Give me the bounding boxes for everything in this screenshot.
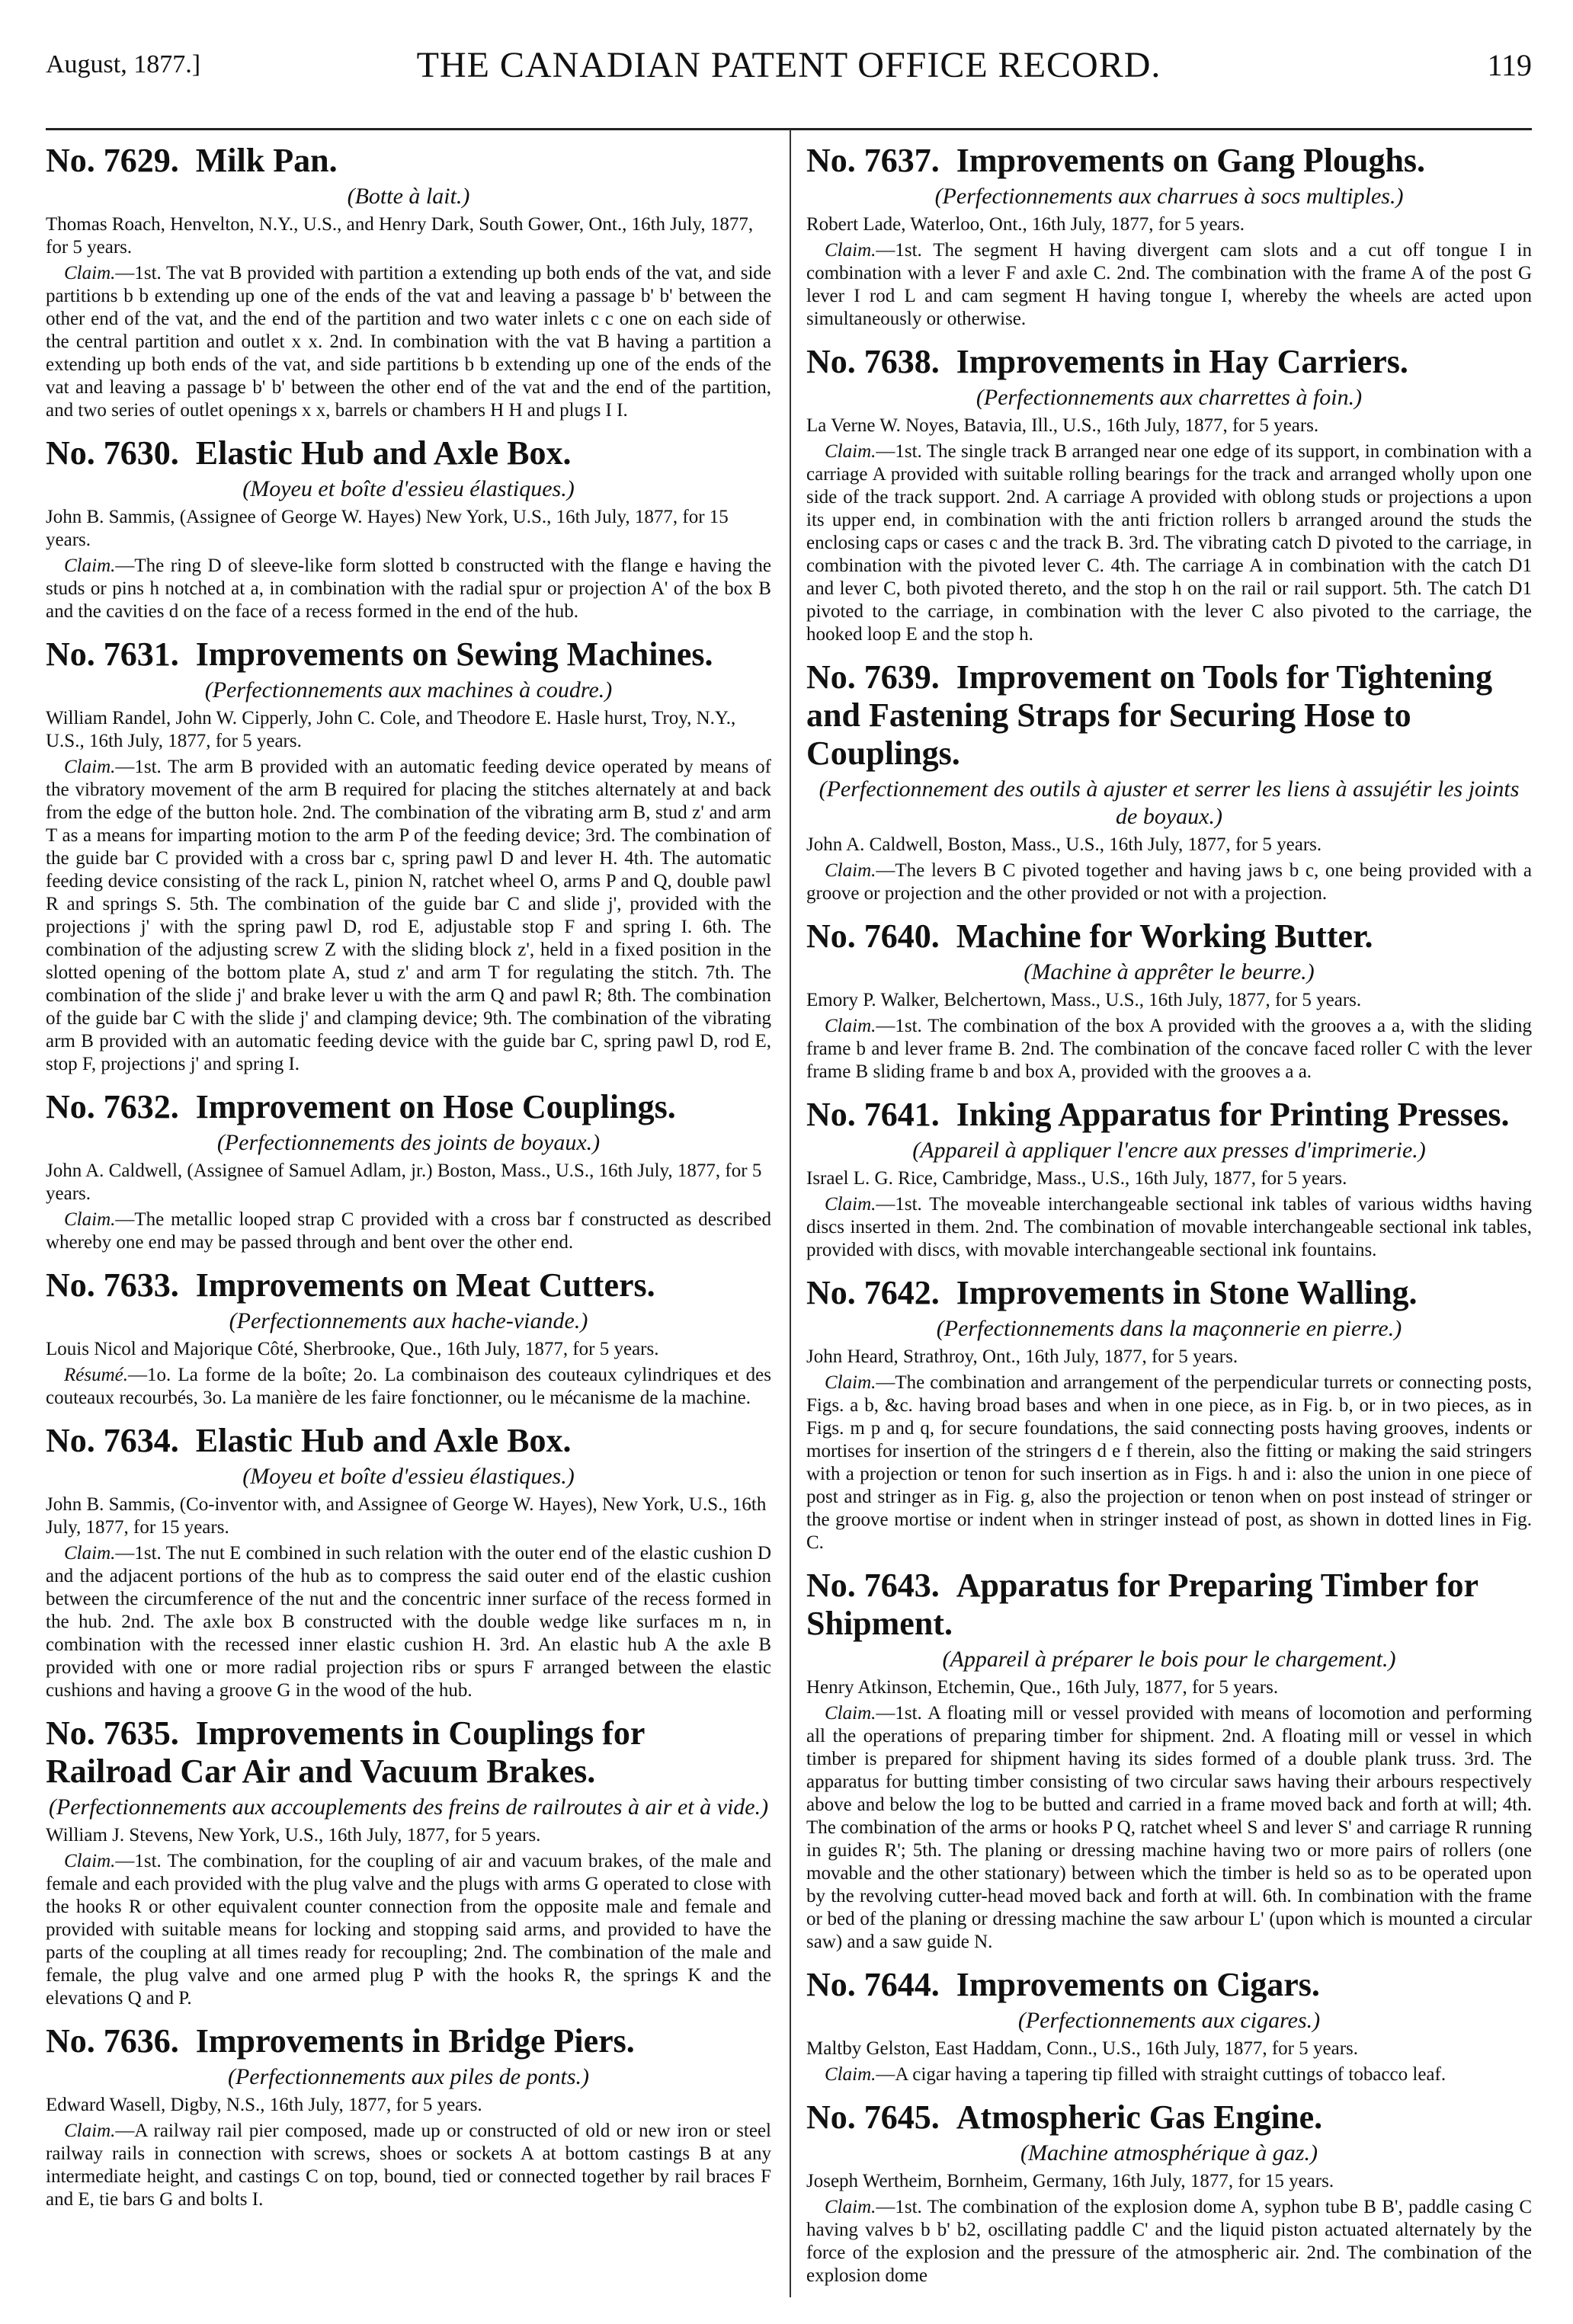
claim-text: —1st. The segment H having divergent cam slots and a cut off tongue I in combination with a lever F and axle C. 2nd. The combination with the frame A of the post G lever I rod L and cam segment H having tongue I, whereby the wheels are acted upon simultaneously or otherwise.: [806, 240, 1532, 329]
patent-french-title: (Perfectionnements aux charrues à socs multiples.): [934, 184, 1404, 209]
patent-number: No. 7643.: [806, 1567, 940, 1604]
patent-number: No. 7644.: [806, 1966, 940, 2003]
patent-french-title: (Perfectionnements aux hache-viande.): [229, 1308, 588, 1333]
patent-heading: [46, 635, 771, 674]
patent-heading: [806, 1567, 1532, 1643]
patent-inventors: William J. Stevens, New York, U.S., 16th July, 1877, for 5 years.: [46, 1825, 541, 1845]
patent-heading: [806, 1966, 1532, 2004]
claim-text: —1st. The single track B arranged near one edge of its support, in combination with a carriage A provided with suitable rolling bearings for the track and arranged wholly upon one side of the track support. 2nd. A carriage A provided with oblong studs or projections a upon its upper end, in combination with the anti friction rollers b arranged around the studs the enclosing caps or cases c and the track B. 3rd. The vibrating catch D pivoted to the carriage, in combination with the pivoted lever C. 4th. The carriage A in combination with the catch D1 and lever C, both pivoted thereto, and the stop h on the rail or rail support. 5th. The catch D1 pivoted to the carriage, in combination with the lever C also pivoted to the carriage, the hooked loop E and the stop h.: [806, 441, 1532, 645]
patent-entry: [46, 1714, 771, 2010]
patent-french-title: (Appareil à préparer le bois pour le chargement.): [942, 1647, 1396, 1672]
patent-entry: [806, 1966, 1532, 2086]
patent-title: Improvement on Tools for Tightening and Fastening Straps for Securing Hose to Couplings.: [806, 658, 1493, 772]
patent-heading: [806, 917, 1532, 956]
patent-title: Apparatus for Preparing Timber for Shipment.: [806, 1567, 1478, 1642]
patent-french-title: (Moyeu et boîte d'essieu élastiques.): [242, 1464, 575, 1489]
patent-claim: [806, 440, 1532, 646]
patent-number: No. 7629.: [46, 142, 179, 179]
patent-heading: [806, 2098, 1532, 2137]
patent-french-title: (Perfectionnements aux accouplements des freins de railroutes à air et à vide.): [48, 1794, 769, 1820]
patent-inventors: John B. Sammis, (Assignee of George W. Hayes) New York, U.S., 16th July, 1877, for 15 years.: [46, 507, 729, 550]
patent-inventors: William Randel, John W. Cipperly, John C. Cole, and Theodore E. Hasle hurst, Troy, N.Y., U.S., 16th July, 1877, for 5 years.: [46, 708, 736, 751]
patent-entry: [46, 635, 771, 1076]
claim-text: —The combination and arrangement of the perpendicular turrets or connecting posts, Figs. a b, &c. having broad bases and when in one piece, as in Fig. b, or in two pieces, as in Figs. m p and q, for secure foundations, the said connecting posts having grooves, indents or mortises for insertion of the stringers d e f therein, also the fitting or making the said stringers with a projection or tenon for such insertion as in Figs. h and i: also the union in one piece of post and stringer as in Fig. g, also the projection or tenon when on post instead of stringer or the groove mortise or indent when in stringer instead of post, as shown in dotted lines in Fig. C.: [806, 1372, 1532, 1553]
patent-number: No. 7630.: [46, 434, 179, 472]
patent-claim: [806, 2196, 1532, 2287]
patent-entry: [46, 2022, 771, 2211]
patent-heading: [806, 658, 1532, 773]
patent-claim: [46, 1542, 771, 1702]
patent-french-title: (Perfectionnements aux cigares.): [1017, 2008, 1321, 2033]
patent-title: Improvement on Hose Couplings.: [195, 1088, 676, 1125]
claim-label: Claim.: [825, 1194, 876, 1215]
patent-entry: [46, 1266, 771, 1410]
patent-claim: [806, 1702, 1532, 1954]
claim-text: —1st. The combination of the explosion dome A, syphon tube B B', paddle casing C having valves b b' b2, oscillating paddle C' and the liquid piston actuated alternately by the force of the explosion and the pressure of the atmospheric air. 2nd. The combination of the explosion dome: [806, 2197, 1532, 2286]
claim-label: Claim.: [64, 757, 116, 777]
patent-title: Improvements on Gang Ploughs.: [956, 142, 1426, 179]
patent-number: No. 7634.: [46, 1422, 179, 1459]
patent-heading: [806, 142, 1532, 180]
patent-title: Improvements on Sewing Machines.: [195, 635, 713, 673]
claim-label: Claim.: [825, 2197, 876, 2217]
claim-label: Claim.: [64, 555, 116, 576]
patent-inventors: Robert Lade, Waterloo, Ont., 16th July, 1877, for 5 years.: [806, 214, 1245, 235]
claim-label: Claim.: [825, 441, 876, 462]
patent-inventors: John B. Sammis, (Co-inventor with, and Assignee of George W. Hayes), New York, U.S., 16th July, 1877, for 15 years.: [46, 1494, 767, 1538]
patent-inventors: Edward Wasell, Digby, N.S., 16th July, 1877, for 5 years.: [46, 2095, 482, 2115]
claim-label: Claim.: [825, 1372, 876, 1393]
claim-text: —The ring D of sleeve-like form slotted b constructed with the flange e having the studs or pins h notched at a, in combination with the radial spur or projection A' of the box B and the cavities d on the face of a recess formed in the end of the hub.: [46, 555, 771, 622]
claim-text: —1st. A floating mill or vessel provided with means of locomotion and performing all the operations of preparing timber for shipment. 2nd. A floating mill or vessel in which timber is prepared for shipment having its sides formed of a double plank truss. 3rd. The apparatus for butting timber consisting of two circular saws having their arbours respectively above and below the log to be butted and carried in a frame moved back and forth at will; 4th. The combination of the arms or hooks P Q, ratchet wheel S and lever S' and carriage R running in guides R'; 5th. The planing or dressing machine having two or more pairs of rollers (one movable and the other stationary) between which the timber is held so as to be operated upon by the revolving cutter-head moved back and forth at will. 6th. In combination with the frame or bed of the planing or dressing machine the saw arbour L' (upon which is mounted a circular saw) and a saw guide N.: [806, 1703, 1532, 1952]
patent-number: No. 7635.: [46, 1714, 179, 1752]
patent-french-title: (Perfectionnements des joints de boyaux.): [216, 1130, 601, 1155]
patent-entry: [806, 1096, 1532, 1262]
patent-french-title: (Botte à lait.): [347, 184, 470, 209]
claim-text: —1st. The combination, for the coupling of air and vacuum brakes, of the male and female and each provided with the plug valve and the plugs with arms G operated to close with the hooks R or other equivalent counter connection from the opposite male and female and provided with suitable means for locking and stopping said arms, and provided to have the parts of the coupling at all times ready for recoupling; 2nd. The combination of the male and female, the plug valve and one armed plug P with the hooks R, the springs K and the elevations Q and P.: [46, 1851, 771, 2009]
patent-heading: [806, 343, 1532, 381]
claim-label: Claim.: [64, 1851, 116, 1871]
claim-label: Claim.: [64, 2121, 116, 2141]
claim-label: Claim.: [64, 1543, 116, 1564]
patent-title: Milk Pan.: [195, 142, 338, 179]
patent-entry: [46, 142, 771, 422]
patent-claim: [806, 859, 1532, 905]
claim-text: —1st. The vat B provided with partition a extending up both ends of the vat, and side partitions b b extending up one of the ends of the vat and leaving a passage b' b' between the other end of the vat, and the end of the partition and two water inlets c c one on each side of the central partition and outlet x x. 2nd. In combination with the vat B having a partition a extending up both ends of the vat, and side partitions b b extending up one of the ends of the vat and leaving a passage b' b' between the other end of the vat and the end of the partition, and two series of outlet openings x x, barrels or chambers H H and plugs I I.: [46, 263, 771, 421]
patent-entry: [806, 658, 1532, 905]
claim-text: —A railway rail pier composed, made up or constructed of old or new iron or steel railway rails in connection with screws, shoes or sockets A at bottom castings B at any intermediate height, and castings C on top, bound, tied or connected together by rail braces F and E, tie bars G and bolts I.: [46, 2121, 771, 2210]
claim-label: Claim.: [64, 1209, 116, 1230]
patent-french-title: (Perfectionnements aux piles de ponts.): [227, 2064, 590, 2089]
patent-heading: [46, 2022, 771, 2060]
patent-number: No. 7641.: [806, 1096, 940, 1133]
right-column: [806, 137, 1532, 2297]
patent-entry: [806, 142, 1532, 331]
patent-title: Improvements in Hay Carriers.: [956, 343, 1408, 380]
patent-entry: [46, 1422, 771, 1702]
claim-label: Claim.: [825, 2064, 876, 2085]
claim-label: Claim.: [825, 1703, 876, 1724]
claim-label: Claim.: [64, 263, 116, 283]
patent-number: No. 7639.: [806, 658, 940, 696]
patent-inventors: Henry Atkinson, Etchemin, Que., 16th July, 1877, for 5 years.: [806, 1677, 1279, 1698]
patent-title: Machine for Working Butter.: [956, 917, 1373, 955]
patent-claim: [806, 1372, 1532, 1554]
claim-text: —The levers B C pivoted together and having jaws b c, one being provided with a groove or projection and the other provided or not with a projection.: [806, 860, 1532, 904]
claim-text: —1st. The moveable interchangeable sectional ink tables of various widths having discs inserted in them. 2nd. The combination of movable interchangeable sectional ink tables, provided with discs, with movable interchangeable sectional ink fountains.: [806, 1194, 1532, 1260]
claim-label: Résumé.: [64, 1365, 128, 1385]
patent-number: No. 7642.: [806, 1274, 940, 1311]
patent-number: No. 7640.: [806, 917, 940, 955]
patent-number: No. 7637.: [806, 142, 940, 179]
header-rule: [46, 128, 1532, 130]
claim-label: Claim.: [825, 1016, 876, 1036]
patent-claim: [46, 1208, 771, 1254]
patent-heading: [806, 1096, 1532, 1134]
patent-claim: [46, 1850, 771, 2010]
page-header: [46, 44, 1532, 90]
patent-french-title: (Perfectionnements dans la maçonnerie en pierre.): [936, 1316, 1402, 1341]
patent-french-title: (Moyeu et boîte d'essieu élastiques.): [242, 476, 575, 501]
patent-number: No. 7645.: [806, 2098, 940, 2136]
claim-text: —1st. The nut E combined in such relation with the outer end of the elastic cushion D and the adjacent portions of the hub as to compress the said outer end of the elastic cushion between the circumference of the nut and the concentric inner surface of the recess formed in the hub. 2nd. The axle box B constructed with the double wedge like surfaces m n, in combination with the recessed inner elastic cushion H. 3rd. An elastic hub A the axle B provided with one or more radial projection ribs or spurs F arranged between the elastic cushions and having a groove G in the wood of the hub.: [46, 1543, 771, 1701]
patent-entry: [806, 2098, 1532, 2287]
patent-entry: [806, 1567, 1532, 1954]
patent-entry: [806, 343, 1532, 646]
patent-title: Elastic Hub and Axle Box.: [195, 1422, 572, 1459]
patent-entry: [806, 917, 1532, 1084]
patent-claim: [806, 1015, 1532, 1084]
journal-title: THE CANADIAN PATENT OFFICE RECORD.: [416, 45, 1161, 85]
claim-text: —The metallic looped strap C provided with a cross bar f constructed as described whereby one end may be passed through and bent over the other end.: [46, 1209, 771, 1253]
patent-number: No. 7633.: [46, 1266, 179, 1304]
left-column: [46, 137, 771, 2297]
patent-title: Improvements in Stone Walling.: [956, 1274, 1418, 1311]
patent-heading: [806, 1274, 1532, 1312]
claim-text: —1o. La forme de la boîte; 2o. La combinaison des couteaux cylindriques et des couteaux recourbés, 3o. La manière de les faire fonctionner, ou le mécanisme de la machine.: [46, 1365, 771, 1408]
claim-label: Claim.: [825, 860, 876, 881]
issue-date: August, 1877.]: [46, 50, 201, 78]
patent-inventors: Louis Nicol and Majorique Côté, Sherbrooke, Que., 16th July, 1877, for 5 years.: [46, 1339, 659, 1359]
patent-heading: [46, 1088, 771, 1126]
patent-title: Elastic Hub and Axle Box.: [195, 434, 572, 472]
patent-claim: [806, 2063, 1532, 2086]
patent-french-title: (Appareil à appliquer l'encre aux presses d'imprimerie.): [912, 1138, 1426, 1163]
claim-text: —A cigar having a tapering tip filled with straight cuttings of tobacco leaf.: [876, 2064, 1446, 2085]
patent-number: No. 7636.: [46, 2022, 179, 2060]
patent-title: Improvements in Bridge Piers.: [195, 2022, 635, 2060]
patent-inventors: La Verne W. Noyes, Batavia, Ill., U.S., 16th July, 1877, for 5 years.: [806, 415, 1319, 436]
patent-inventors: John Heard, Strathroy, Ont., 16th July, 1877, for 5 years.: [806, 1346, 1238, 1367]
patent-inventors: Thomas Roach, Henvelton, N.Y., U.S., and Henry Dark, South Gower, Ont., 16th July, 1877, for 5 years.: [46, 214, 754, 258]
patent-heading: [46, 1422, 771, 1460]
patent-title: Inking Apparatus for Printing Presses.: [956, 1096, 1510, 1133]
patent-number: No. 7631.: [46, 635, 179, 673]
patent-heading: [46, 1714, 771, 1791]
patent-french-title: (Perfectionnement des outils à ajuster et serrer les liens à assujétir les joints de boyaux.): [819, 776, 1520, 829]
patent-title: Atmospheric Gas Engine.: [956, 2098, 1323, 2136]
patent-claim: [46, 555, 771, 623]
patent-claim: [46, 2120, 771, 2211]
patent-entry: [46, 1088, 771, 1254]
patent-inventors: Maltby Gelston, East Haddam, Conn., U.S., 16th July, 1877, for 5 years.: [806, 2038, 1358, 2059]
patent-claim: [46, 262, 771, 422]
patent-claim: [46, 1364, 771, 1410]
patent-inventors: Joseph Wertheim, Bornheim, Germany, 16th July, 1877, for 15 years.: [806, 2171, 1334, 2191]
patent-claim: [46, 756, 771, 1076]
patent-title: Improvements in Couplings for Railroad Car Air and Vacuum Brakes.: [46, 1714, 645, 1790]
patent-inventors: John A. Caldwell, Boston, Mass., U.S., 16th July, 1877, for 5 years.: [806, 834, 1322, 855]
patent-claim: [806, 1193, 1532, 1262]
column-divider: [790, 130, 791, 2297]
patent-entry: [806, 1274, 1532, 1554]
patent-french-title: (Machine à apprêter le beurre.): [1024, 959, 1315, 984]
patent-french-title: (Perfectionnements aux charrettes à foin.): [976, 385, 1363, 410]
patent-entry: [46, 434, 771, 623]
patent-number: No. 7638.: [806, 343, 940, 380]
patent-heading: [46, 1266, 771, 1304]
patent-title: Improvements on Meat Cutters.: [195, 1266, 655, 1304]
patent-french-title: (Perfectionnements aux machines à coudre.): [204, 677, 613, 703]
patent-claim: [806, 239, 1532, 331]
patent-heading: [46, 434, 771, 472]
claim-label: Claim.: [825, 240, 876, 261]
patent-heading: [46, 142, 771, 180]
patent-number: No. 7632.: [46, 1088, 179, 1125]
patent-inventors: Israel L. G. Rice, Cambridge, Mass., U.S., 16th July, 1877, for 5 years.: [806, 1168, 1347, 1189]
claim-text: —1st. The combination of the box A provided with the grooves a a, with the sliding frame b and lever frame B. 2nd. The combination of the concave faced roller C with the lever frame B sliding frame b and box A, provided with the grooves a a.: [806, 1016, 1532, 1082]
page-number: 119: [1487, 48, 1532, 82]
patent-inventors: John A. Caldwell, (Assignee of Samuel Adlam, jr.) Boston, Mass., U.S., 16th July, 1877, for 5 years.: [46, 1160, 762, 1204]
patent-title: Improvements on Cigars.: [956, 1966, 1320, 2003]
claim-text: —1st. The arm B provided with an automatic feeding device operated by means of the vibratory movement of the arm B required for placing the stitches alternately at and back from the edge of the button hole. 2nd. The combination of the vibrating arm B, stud z' and arm T as a means for imparting motion to the arm P of the feeding device; 3rd. The combination of the guide bar C provided with a cross bar c, spring pawl D and lever H. 4th. The automatic feeding device consisting of the rack L, pinion N, ratchet wheel O, arms P and Q, double pawl R and springs S. 5th. The combination of the guide bar C and slide j', provided with the projections j' with the spring pawl D, rod E, adjustable stop F and spring I. 6th. The combination of the adjusting screw Z with the sliding block z', held in a fixed position in the slotted opening of the bottom plate A, stud z' and arm T for regulating the stitch. 7th. The combination of the slide j' and brake lever u with the arm Q and pawl R; 8th. The combination of the guide bar C with the slide j' and clamping device; 9th. The combination of the vibrating arm B provided with an automatic feeding device with the guide bar C, spring pawl D, rod E, stop F, projections j' and spring I.: [46, 757, 771, 1074]
patent-inventors: Emory P. Walker, Belchertown, Mass., U.S., 16th July, 1877, for 5 years.: [806, 990, 1362, 1010]
patent-french-title: (Machine atmosphérique à gaz.): [1020, 2140, 1318, 2166]
